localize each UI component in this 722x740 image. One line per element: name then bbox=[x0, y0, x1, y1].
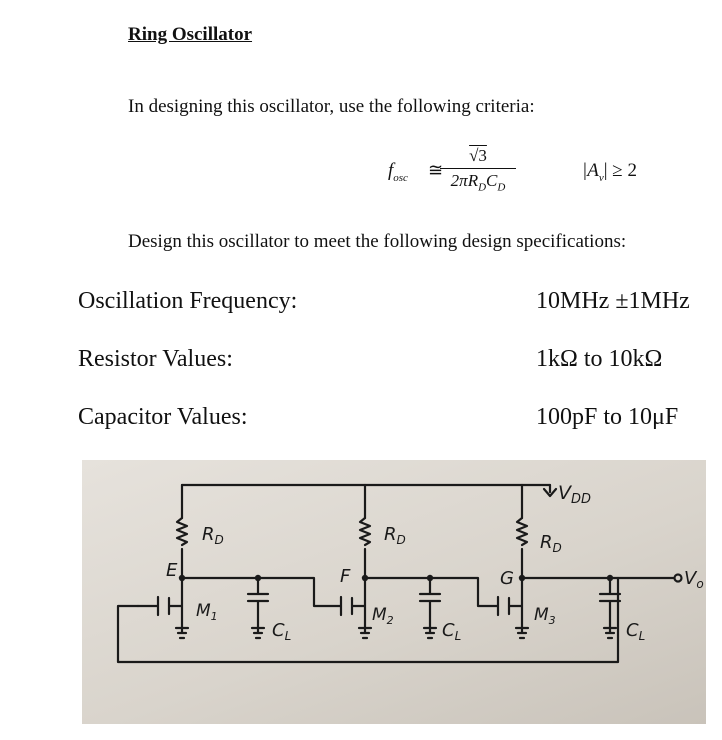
resistor-label-1: $R_D$ bbox=[202, 524, 224, 547]
transistor-label-1: $M_1$ bbox=[196, 601, 218, 623]
transistor-label-2: $M_2$ bbox=[372, 605, 394, 627]
vdd-arrow bbox=[544, 485, 556, 496]
transistor-1-gate bbox=[138, 597, 158, 615]
node-label-f: F bbox=[340, 566, 351, 587]
output-label: $V_o$ bbox=[684, 568, 704, 591]
formula-lhs: $f_{osc}$ bbox=[388, 160, 408, 184]
output-terminal bbox=[675, 575, 682, 582]
grounds-1 bbox=[176, 628, 264, 638]
node-label-e: E bbox=[166, 560, 178, 581]
gain-criterion: $|A_v| \ge 2$ bbox=[582, 160, 637, 184]
vdd-label: $V_{DD}$ bbox=[558, 482, 592, 507]
transistor-2-gate bbox=[258, 578, 341, 615]
grounds-2 bbox=[359, 628, 436, 638]
circuit-photo bbox=[82, 460, 706, 724]
resistor-1 bbox=[177, 518, 187, 545]
resistor-2 bbox=[360, 518, 370, 545]
capacitor-label-3: $C_L$ bbox=[626, 620, 646, 643]
node-label-g: G bbox=[500, 568, 514, 589]
transistor-3-gate bbox=[430, 578, 498, 615]
formula-approx-sign: ≅ bbox=[428, 160, 444, 180]
fraction-bar bbox=[440, 168, 516, 169]
spec-value-frequency: 10MHz ±1MHz bbox=[536, 288, 690, 314]
formula-fraction bbox=[440, 146, 516, 193]
capacitor-1 bbox=[182, 578, 268, 632]
ring-oscillator-schematic bbox=[82, 460, 706, 724]
spec-label-resistor: Resistor Values: bbox=[78, 346, 233, 372]
spec-value-resistor: 1kΩ to 10kΩ bbox=[536, 346, 663, 372]
spec-label-frequency: Oscillation Frequency: bbox=[78, 288, 298, 314]
spec-value-capacitor: 100pF to 10μF bbox=[536, 404, 679, 430]
transistor-label-3: $M_3$ bbox=[534, 605, 556, 627]
spec-label-capacitor: Capacitor Values: bbox=[78, 404, 248, 430]
resistor-label-3: $R_D$ bbox=[540, 532, 562, 555]
frequency-formula bbox=[384, 146, 524, 206]
page-title: Ring Oscillator bbox=[128, 24, 253, 45]
design-intro: Design this oscillator to meet the following design specifications: bbox=[128, 231, 627, 252]
resistor-label-2: $R_D$ bbox=[384, 524, 406, 547]
capacitor-label-1: $C_L$ bbox=[272, 620, 292, 643]
formula-numerator: √3 bbox=[469, 146, 487, 165]
capacitor-label-2: $C_L$ bbox=[442, 620, 462, 643]
formula-denominator: $2\pi R_DC_D$ bbox=[450, 171, 506, 194]
grounds-3 bbox=[516, 628, 616, 638]
resistor-3 bbox=[517, 518, 527, 545]
criteria-intro: In designing this oscillator, use the following criteria: bbox=[128, 96, 535, 117]
